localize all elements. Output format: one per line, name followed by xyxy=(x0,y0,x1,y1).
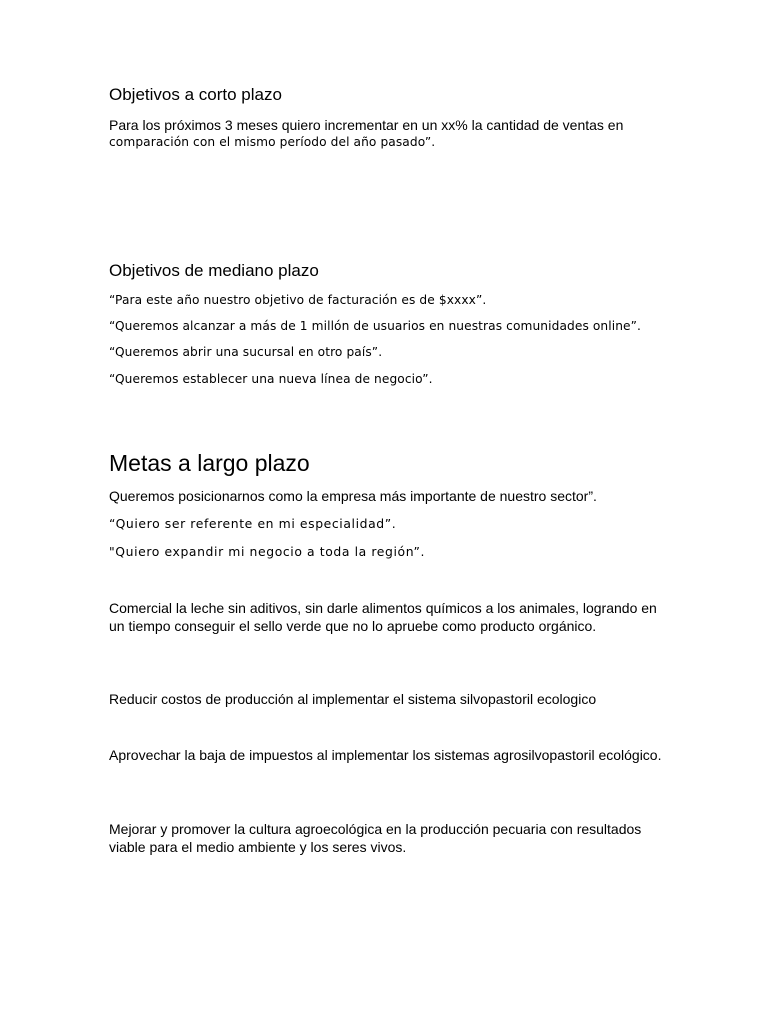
long-term-item-3: "Quiero expandir mi negocio a toda la región”. xyxy=(109,544,426,559)
long-term-item-1: Queremos posicionarnos como la empresa más importante de nuestro sector”. xyxy=(109,488,597,504)
medium-term-item-3: “Queremos abrir una sucursal en otro país”. xyxy=(109,345,383,359)
long-term-item-2: “Quiero ser referente en mi especialidad”. xyxy=(109,516,397,531)
paragraph-commercial-milk: Comercial la leche sin aditivos, sin darle alimentos químicos a los animales, logrando en un tiempo conseguir el sello verde que no lo apruebe como producto orgánico. xyxy=(109,600,657,634)
medium-term-item-4: “Queremos establecer una nueva línea de negocio”. xyxy=(109,372,433,386)
short-term-line-2: comparación con el mismo período del año pasado”. xyxy=(109,135,436,149)
short-term-line-1: Para los próximos 3 meses quiero incrementar en un xx% la cantidad de ventas en xyxy=(109,117,624,133)
paragraph-agroecology: Mejorar y promover la cultura agroecológica en la producción pecuaria con resultados viable para el medio ambiente y los seres vivos. xyxy=(109,821,642,855)
medium-term-heading: Objetivos de mediano plazo xyxy=(109,261,319,280)
short-term-heading: Objetivos a corto plazo xyxy=(109,85,282,104)
medium-term-item-2: “Queremos alcanzar a más de 1 millón de usuarios en nuestras comunidades online”. xyxy=(109,319,642,333)
paragraph-reduce-costs: Reducir costos de producción al implementar el sistema silvopastoril ecologico xyxy=(109,691,597,707)
paragraph-tax-benefit: Aprovechar la baja de impuestos al implementar los sistemas agrosilvopastoril ecológico. xyxy=(109,747,662,763)
medium-term-item-1: “Para este año nuestro objetivo de facturación es de $xxxx”. xyxy=(109,293,487,307)
long-term-heading: Metas a largo plazo xyxy=(109,450,310,476)
